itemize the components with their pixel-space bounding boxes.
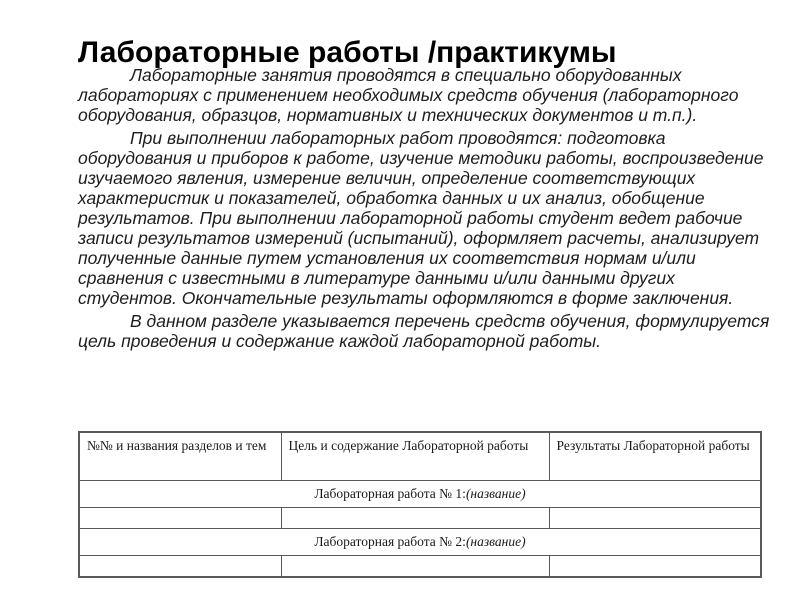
lab-work-1-name-placeholder: (название) [465,486,526,501]
table-cell-empty [549,508,761,529]
table-cell-empty [79,508,281,529]
header-cell-goal-content: Цель и содержание Лабораторной работы [281,432,549,481]
header-cell-results: Результаты Лабораторной работы [549,432,761,481]
table-cell-empty [281,556,549,578]
table-cell-empty [281,508,549,529]
lab-work-1-row [79,481,761,508]
lab-work-2-row [79,529,761,556]
lab-works-table [78,431,762,578]
paragraph-lab-description: Лабораторные занятия проводятся в специально оборудованных лабораториях с применением необходимых средств обучения (лабораторного оборудования, образцов, нормативных и технических документов и т.п.). [78,65,739,125]
lab-work-2-name-placeholder: (название) [465,534,526,549]
lab-work-1-label: Лабораторная работа № 1: [314,486,466,501]
table-header-row [79,432,761,481]
table-cell-empty [79,556,281,578]
paragraph-lab-process: При выполнении лабораторных работ проводятся: подготовка оборудования и приборов к работе, изучение методики работы, воспроизведение изучаемого явления, измерение величин, определение соответствующих характеристик и показателей, обработка данных и их анализ, обобщение результатов. При выполнении лабораторной работы студент ведет рабочие записи результатов измерений (испытаний), оформляет расчеты, анализирует полученные данные путем установления их соответствия нормам и/или сравнения с известными в литературе данными и/или данными других студентов. Окончательные результаты оформляются в форме заключения. [78,128,764,308]
body-text-block [78,65,772,354]
lab-work-2-cell [79,529,761,556]
lab-work-1-empty-row [79,508,761,529]
header-cell-sections: №№ и названия разделов и тем [79,432,281,481]
lab-work-1-cell [79,481,761,508]
lab-work-2-label: Лабораторная работа № 2: [314,534,466,549]
paragraph-section-purpose: В данном разделе указывается перечень средств обучения, формулируется цель проведения и содержание каждой лабораторной работы. [78,311,770,351]
lab-work-2-empty-row [79,556,761,578]
page-title: Лабораторные работы /практикумы [78,36,617,70]
table-cell-empty [549,556,761,578]
